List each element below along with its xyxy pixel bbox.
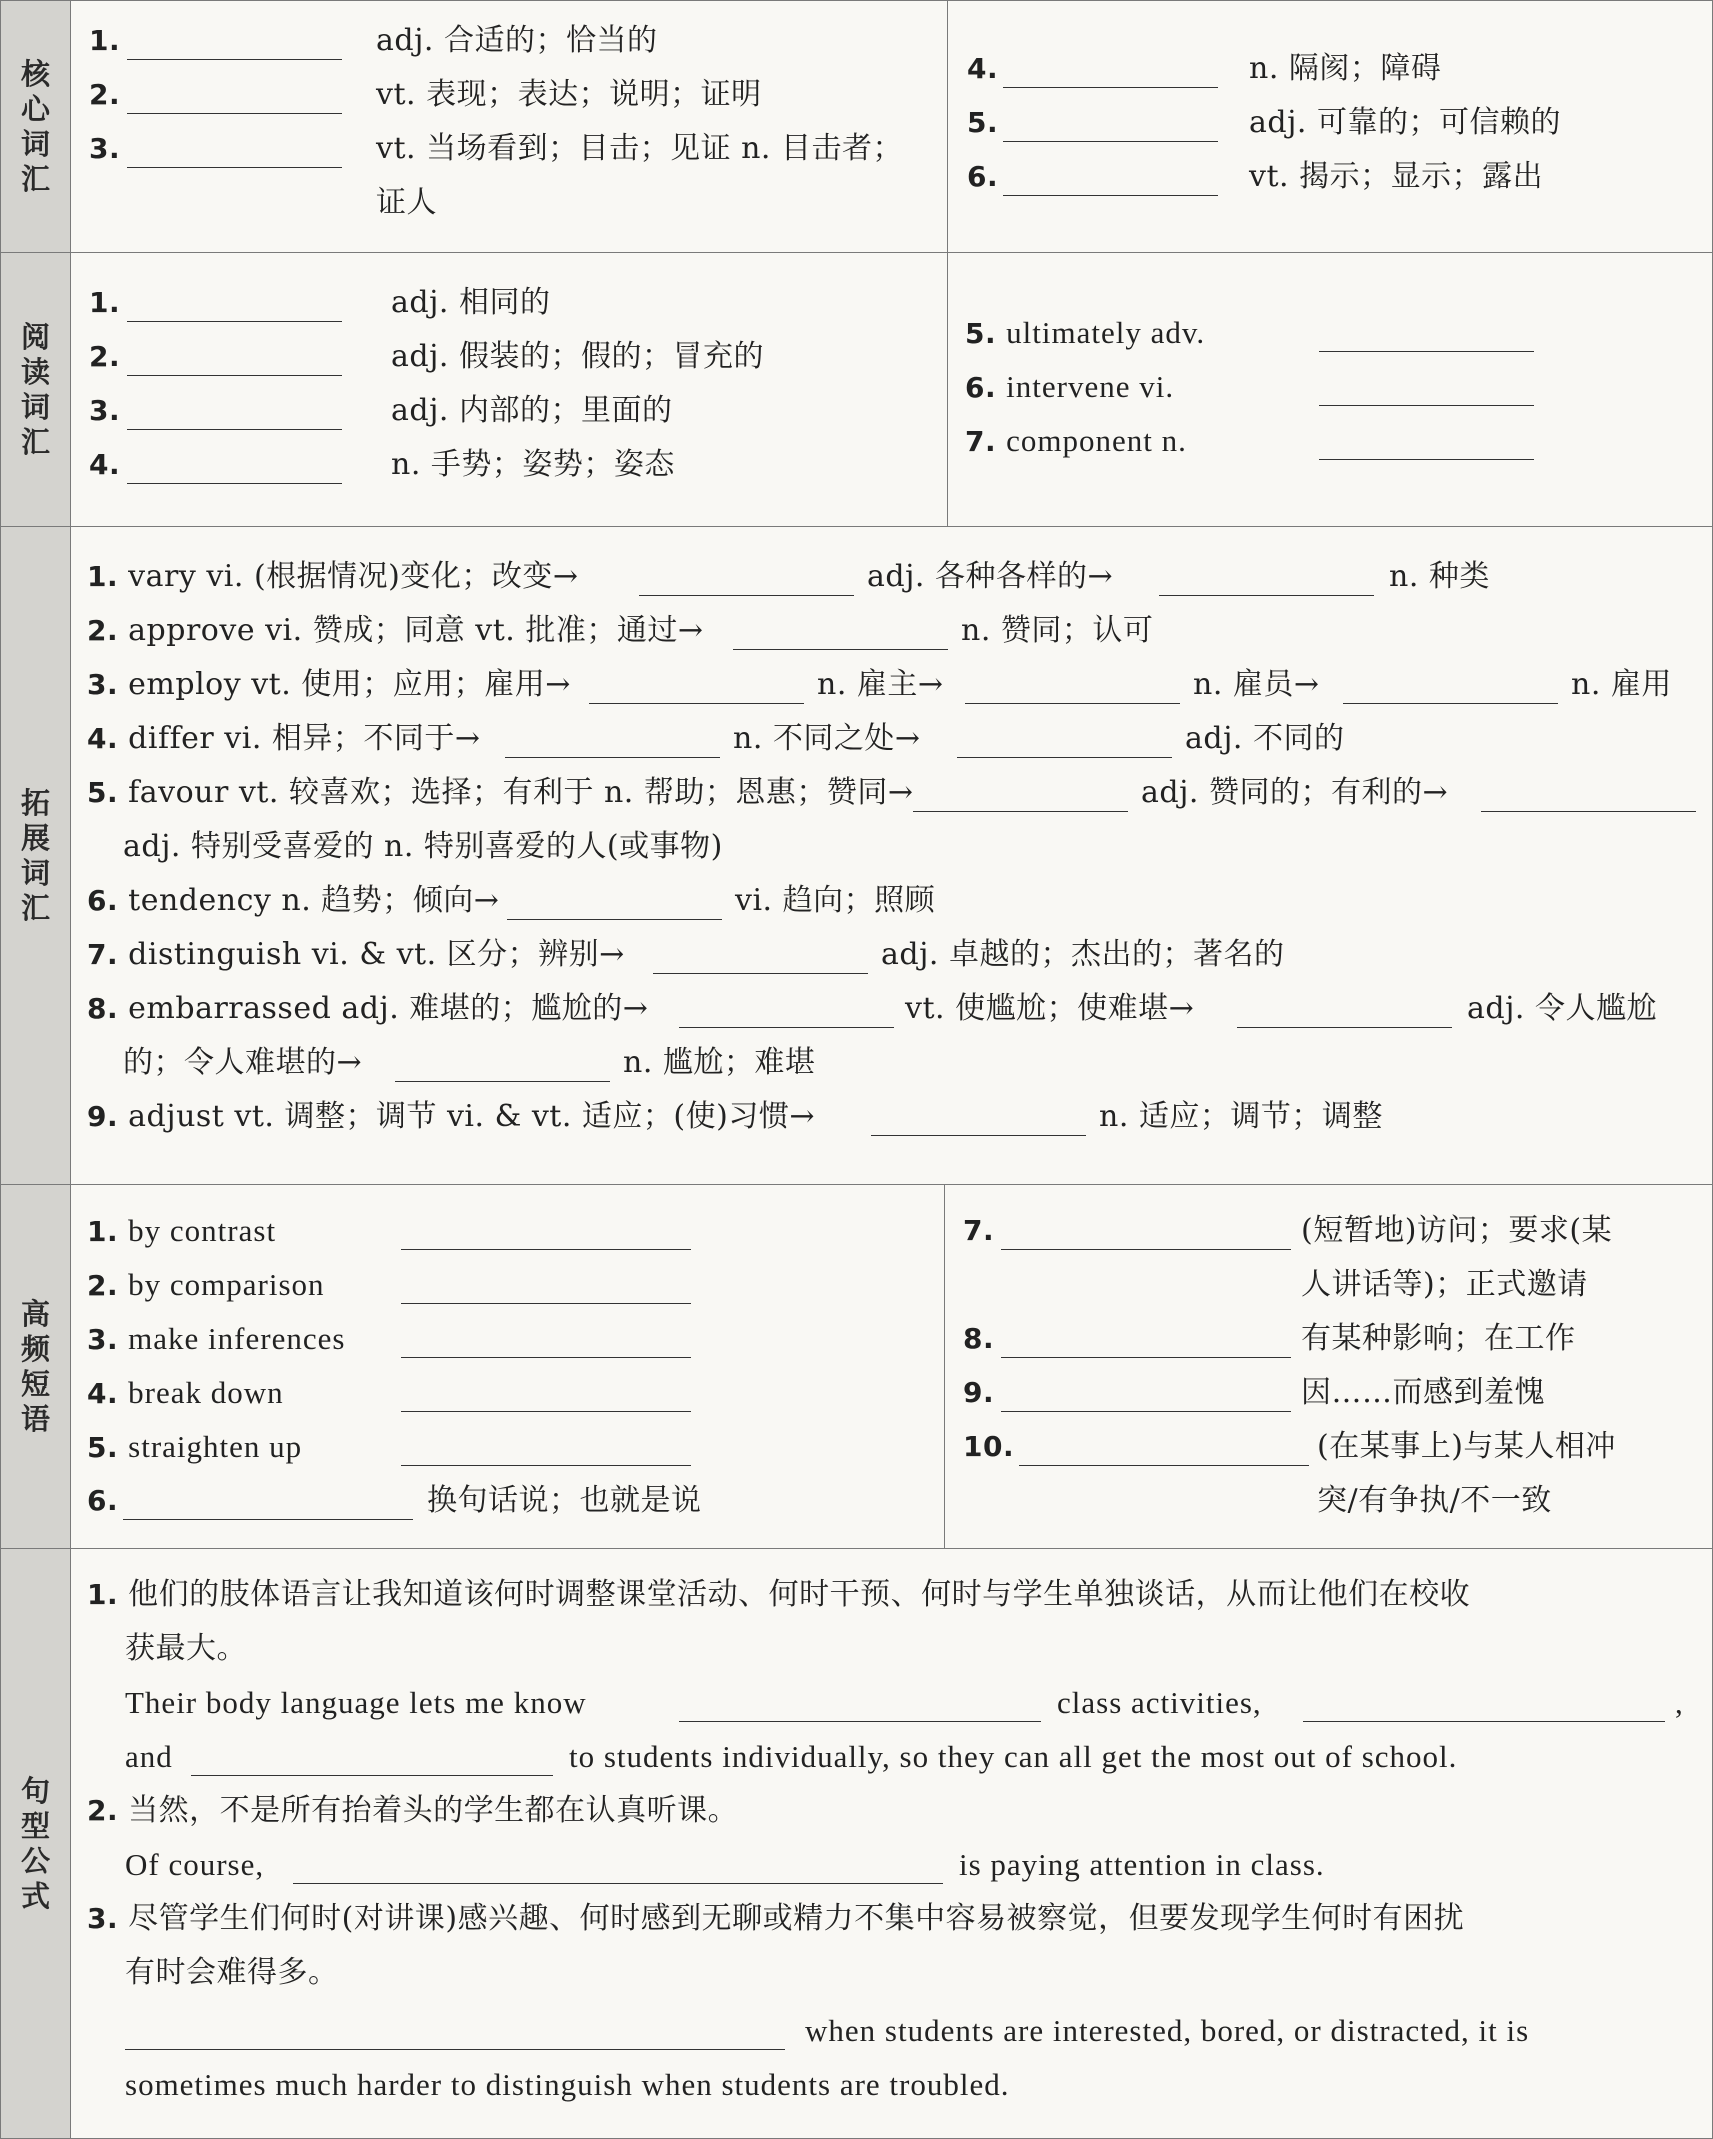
definition-text: 换句话说；也就是说 bbox=[427, 1483, 702, 1518]
section-content bbox=[71, 1, 1712, 252]
definition-text: n. 隔阂；障碍 bbox=[1249, 51, 1442, 86]
list-item: 6. bbox=[87, 1484, 119, 1517]
answer-blank[interactable] bbox=[1237, 1027, 1452, 1028]
answer-blank[interactable] bbox=[733, 649, 948, 650]
answer-blank[interactable] bbox=[957, 757, 1172, 758]
section-label-expand: 拓 展 词 汇 bbox=[1, 527, 71, 1184]
definition-text: 证人 bbox=[376, 185, 437, 220]
answer-blank[interactable] bbox=[127, 113, 342, 114]
definition-text: vt. 当场看到；目击；见证 n. 目击者； bbox=[376, 131, 904, 166]
answer-blank[interactable] bbox=[507, 919, 722, 920]
definition-text: n. 雇用 bbox=[1571, 667, 1672, 702]
list-item: 1. bbox=[89, 24, 121, 57]
answer-blank[interactable] bbox=[395, 1081, 610, 1082]
answer-blank[interactable] bbox=[1019, 1465, 1309, 1466]
list-item: 10. bbox=[963, 1430, 1015, 1463]
answer-blank[interactable] bbox=[127, 483, 342, 484]
answer-blank[interactable] bbox=[401, 1249, 691, 1250]
list-item: 9. adjust vt. 调整；调节 vi. & vt. 适应；(使)习惯→ bbox=[87, 1099, 815, 1134]
definition-text: adj. 假装的；假的；冒充的 bbox=[391, 339, 764, 374]
list-item: 2. approve vi. 赞成；同意 vt. 批准；通过→ bbox=[87, 613, 704, 648]
definition-text: n. 赞同；认可 bbox=[961, 613, 1154, 648]
definition-text: 突/有争执/不一致 bbox=[1317, 1483, 1552, 1518]
section-content bbox=[71, 253, 1712, 526]
list-item: 2. by comparison bbox=[87, 1267, 325, 1302]
list-item: 1. 他们的肢体语言让我知道该何时调整课堂活动、何时干预、何时与学生单独谈话，从而让他们在校收 bbox=[87, 1577, 1471, 1612]
answer-blank[interactable] bbox=[127, 429, 342, 430]
answer-blank[interactable] bbox=[401, 1303, 691, 1304]
list-item: 9. bbox=[963, 1376, 995, 1409]
answer-blank[interactable] bbox=[679, 1027, 894, 1028]
list-item: 4. bbox=[967, 52, 999, 85]
column-divider bbox=[944, 1185, 945, 1548]
section-core-vocabulary bbox=[1, 1, 1712, 253]
column-divider bbox=[947, 1, 948, 252]
section-label-reading: 阅 读 词 汇 bbox=[1, 253, 71, 526]
list-item: 5. ultimately adv. bbox=[965, 315, 1206, 350]
answer-blank[interactable] bbox=[1001, 1411, 1291, 1412]
list-item: 6. bbox=[967, 160, 999, 193]
answer-blank[interactable] bbox=[1319, 351, 1534, 352]
answer-blank[interactable] bbox=[127, 321, 342, 322]
section-label-phrases: 高 频 短 语 bbox=[1, 1185, 71, 1548]
answer-blank[interactable] bbox=[127, 59, 342, 60]
list-item: 7. bbox=[963, 1214, 995, 1247]
definition-text: (短暂地)访问；要求(某 bbox=[1301, 1213, 1613, 1248]
sentence-text: 获最大。 bbox=[125, 1631, 247, 1666]
list-item: 2. 当然，不是所有抬着头的学生都在认真听课。 bbox=[87, 1793, 739, 1828]
sentence-text: is paying attention in class. bbox=[959, 1847, 1325, 1882]
definition-text: 因……而感到羞愧 bbox=[1301, 1375, 1545, 1410]
list-item: 3. make inferences bbox=[87, 1321, 346, 1356]
list-item: 3. 尽管学生们何时(对讲课)感兴趣、何时感到无聊或精力不集中容易被察觉，但要发现学生何时有困扰 bbox=[87, 1901, 1465, 1936]
answer-blank[interactable] bbox=[679, 1721, 1041, 1722]
answer-blank[interactable] bbox=[1003, 87, 1218, 88]
list-item: 5. favour vt. 较喜欢；选择；有利于 n. 帮助；恩惠；赞同→ bbox=[87, 775, 914, 810]
list-item: 6. intervene vi. bbox=[965, 369, 1175, 404]
answer-blank[interactable] bbox=[965, 703, 1180, 704]
answer-blank[interactable] bbox=[127, 375, 342, 376]
sentence-text: 有时会难得多。 bbox=[125, 1955, 339, 1990]
list-item: 1. vary vi. (根据情况)变化；改变→ bbox=[87, 559, 579, 594]
definition-text: adj. 赞同的；有利的→ bbox=[1141, 775, 1449, 810]
definition-text: n. 种类 bbox=[1389, 559, 1490, 594]
answer-blank[interactable] bbox=[639, 595, 854, 596]
definition-text: adj. 可靠的；可信赖的 bbox=[1249, 105, 1561, 140]
answer-blank[interactable] bbox=[401, 1411, 691, 1412]
sentence-text: when students are interested, bored, or distracted, it is bbox=[805, 2013, 1530, 2048]
answer-blank[interactable] bbox=[1003, 195, 1218, 196]
answer-blank[interactable] bbox=[913, 811, 1128, 812]
sentence-text: Their body language lets me know bbox=[125, 1685, 587, 1720]
definition-text: n. 雇员→ bbox=[1193, 667, 1320, 702]
section-content bbox=[71, 1549, 1712, 2138]
sentence-text: sometimes much harder to distinguish when students are troubled. bbox=[125, 2067, 1010, 2102]
list-item: 7. component n. bbox=[965, 423, 1187, 458]
answer-blank[interactable] bbox=[1319, 459, 1534, 460]
definition-text: adj. 令人尴尬 bbox=[1467, 991, 1657, 1026]
section-label-core: 核 心 词 汇 bbox=[1, 1, 71, 252]
answer-blank[interactable] bbox=[293, 1883, 943, 1884]
definition-text: vt. 表现；表达；说明；证明 bbox=[376, 77, 762, 112]
column-divider bbox=[947, 253, 948, 526]
list-item: 4. break down bbox=[87, 1375, 284, 1410]
answer-blank[interactable] bbox=[1001, 1357, 1291, 1358]
list-item: 4. differ vi. 相异；不同于→ bbox=[87, 721, 481, 756]
list-item: 2. bbox=[89, 78, 121, 111]
definition-text: vt. 揭示；显示；露出 bbox=[1249, 159, 1544, 194]
list-item: 3. bbox=[89, 132, 121, 165]
answer-blank[interactable] bbox=[401, 1357, 691, 1358]
section-reading-vocabulary bbox=[1, 253, 1712, 527]
sentence-text: Of course, bbox=[125, 1847, 265, 1882]
section-content bbox=[71, 527, 1712, 1184]
definition-text: n. 手势；姿势；姿态 bbox=[391, 447, 675, 482]
definition-text: n. 尴尬；难堪 bbox=[623, 1045, 816, 1080]
answer-blank[interactable] bbox=[589, 703, 804, 704]
answer-blank[interactable] bbox=[401, 1465, 691, 1466]
section-sentence-patterns bbox=[1, 1549, 1712, 2138]
answer-blank[interactable] bbox=[191, 1775, 553, 1776]
definition-text: adj. 各种各样的→ bbox=[867, 559, 1114, 594]
answer-blank[interactable] bbox=[871, 1135, 1086, 1136]
definition-text: adj. 相同的 bbox=[391, 285, 551, 320]
definition-text: vi. 趋向；照顾 bbox=[735, 883, 936, 918]
list-item: 5. bbox=[967, 106, 999, 139]
answer-blank[interactable] bbox=[1343, 703, 1558, 704]
definition-text: n. 雇主→ bbox=[817, 667, 944, 702]
list-item: 5. straighten up bbox=[87, 1429, 303, 1464]
list-item: 4. bbox=[89, 448, 121, 481]
definition-text: adj. 合适的；恰当的 bbox=[376, 23, 658, 58]
answer-blank[interactable] bbox=[1319, 405, 1534, 406]
list-item: 3. employ vt. 使用；应用；雇用→ bbox=[87, 667, 571, 702]
answer-blank[interactable] bbox=[123, 1519, 413, 1520]
section-content bbox=[71, 1185, 1712, 1548]
list-item: 6. tendency n. 趋势；倾向→ bbox=[87, 883, 500, 918]
definition-text: (在某事上)与某人相冲 bbox=[1317, 1429, 1616, 1464]
sentence-text: , bbox=[1675, 1685, 1684, 1720]
list-item: 8. bbox=[963, 1322, 995, 1355]
section-frequent-phrases bbox=[1, 1185, 1712, 1549]
answer-blank[interactable] bbox=[125, 2049, 785, 2050]
answer-blank[interactable] bbox=[1481, 811, 1696, 812]
definition-text: n. 适应；调节；调整 bbox=[1099, 1099, 1383, 1134]
definition-text: adj. 卓越的；杰出的；著名的 bbox=[881, 937, 1285, 972]
definition-text: 的；令人难堪的→ bbox=[123, 1045, 363, 1080]
list-item: 1. by contrast bbox=[87, 1213, 277, 1248]
definition-text: 有某种影响；在工作 bbox=[1301, 1321, 1576, 1356]
definition-text: adj. 内部的；里面的 bbox=[391, 393, 673, 428]
list-item: 7. distinguish vi. & vt. 区分；辨别→ bbox=[87, 937, 625, 972]
list-item: 8. embarrassed adj. 难堪的；尴尬的→ bbox=[87, 991, 649, 1026]
answer-blank[interactable] bbox=[505, 757, 720, 758]
answer-blank[interactable] bbox=[1303, 1721, 1665, 1722]
definition-text: adj. 特别受喜爱的 n. 特别喜爱的人(或事物) bbox=[123, 829, 723, 864]
answer-blank[interactable] bbox=[127, 167, 342, 168]
definition-text: 人讲话等)；正式邀请 bbox=[1301, 1267, 1588, 1302]
answer-blank[interactable] bbox=[1003, 141, 1218, 142]
section-label-patterns: 句 型 公 式 bbox=[1, 1549, 71, 2138]
answer-blank[interactable] bbox=[653, 973, 868, 974]
definition-text: n. 不同之处→ bbox=[733, 721, 921, 756]
sentence-text: and bbox=[125, 1739, 173, 1774]
list-item: 2. bbox=[89, 340, 121, 373]
definition-text: adj. 不同的 bbox=[1185, 721, 1345, 756]
answer-blank[interactable] bbox=[1001, 1249, 1291, 1250]
sentence-text: class activities, bbox=[1057, 1685, 1262, 1720]
list-item: 3. bbox=[89, 394, 121, 427]
section-expanded-vocabulary bbox=[1, 527, 1712, 1185]
sentence-text: to students individually, so they can all get the most out of school. bbox=[569, 1739, 1458, 1774]
answer-blank[interactable] bbox=[1159, 595, 1374, 596]
definition-text: vt. 使尴尬；使难堪→ bbox=[905, 991, 1195, 1026]
list-item: 1. bbox=[89, 286, 121, 319]
